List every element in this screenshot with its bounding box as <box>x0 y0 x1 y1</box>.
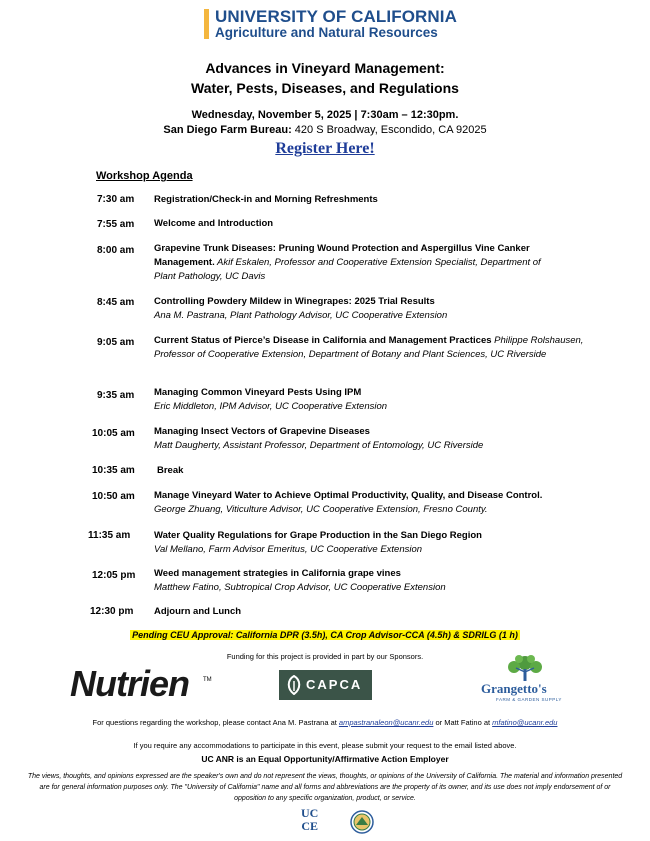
grangetto-logo-text: Grangetto's <box>481 681 547 696</box>
ucce-logo <box>301 807 318 833</box>
grangetto-logo-subtitle: FARM & GARDEN SUPPLY <box>496 697 562 702</box>
agenda-item-speaker: Philippe Rolshausen, Professor of Cooperative Extension, Department of Botany and Plant Sciences, UC Riverside <box>154 335 584 360</box>
agenda-item <box>154 386 614 414</box>
venue-label: San Diego Farm Bureau: <box>163 124 292 136</box>
uc-logo-subtitle: Agriculture and Natural Resources <box>215 25 438 40</box>
agenda-item-title: Break <box>157 465 184 476</box>
agenda-item-speaker: Val Mellano, Farm Advisor Emeritus, UC Cooperative Extension <box>154 544 423 555</box>
agenda-time: 8:45 am <box>97 297 135 308</box>
capca-logo-text: CAPCA <box>306 677 363 692</box>
eeo-statement: UC ANR is an Equal Opportunity/Affirmative Action Employer <box>201 754 449 764</box>
agenda-item <box>154 295 614 323</box>
agenda-item <box>154 242 554 284</box>
agenda-item-title: Controlling Powdery Mildew in Winegrapes: 2025 Trial Results <box>154 296 435 307</box>
disclaimer: The views, thoughts, and opinions expressed are the speaker's own and do not represent the views, thoughts, or opinions of the University of California. The material and information presented are for general information purposes only. The "University of California" name and all forms and abbreviations are the property of its owner, and its use does not imply endorsement of or opposition to any specific organization, product, or service. <box>27 773 623 802</box>
agenda-item-title: Grapevine Trunk Diseases: Pruning Wound Protection and Aspergillus Vine Canker Management. <box>154 243 530 268</box>
accommodation-note: If you require any accommodations to participate in this event, please submit your request to the email listed above. <box>133 741 517 750</box>
agenda-item <box>154 334 606 362</box>
agenda-heading: Workshop Agenda <box>96 170 193 182</box>
register-link[interactable]: Register Here! <box>275 140 375 157</box>
agenda-time: 10:05 am <box>92 428 135 439</box>
agenda-item-speaker: Matt Daugherty, Assistant Professor, Department of Entomology, UC Riverside <box>154 440 484 451</box>
grangetto-tree-icon <box>500 654 550 684</box>
agenda-time: 12:30 pm <box>90 606 134 617</box>
agenda-time: 9:05 am <box>97 337 135 348</box>
contact-line <box>0 718 650 727</box>
contact-middle: or Matt Fatino at <box>433 718 493 727</box>
agenda-item-title: Water Quality Regulations for Grape Production in the San Diego Region <box>154 530 482 541</box>
county-seal-icon <box>348 810 376 834</box>
agenda-item <box>154 193 614 207</box>
agenda-item <box>157 464 617 478</box>
capca-logo <box>279 670 372 700</box>
agenda-item <box>154 489 614 517</box>
agenda-time: 8:00 am <box>97 245 135 256</box>
agenda-time: 7:55 am <box>97 219 135 230</box>
agenda-item-title: Weed management strategies in California grape vines <box>154 568 401 579</box>
uc-logo-name: UNIVERSITY OF CALIFORNIA <box>215 7 457 26</box>
agenda-time: 10:50 am <box>92 491 135 502</box>
agenda-item-title: Registration/Check-in and Morning Refreshments <box>154 194 378 205</box>
event-venue <box>0 124 650 136</box>
ceu-text: Pending CEU Approval: California DPR (3.5h), CA Crop Advisor-CCA (4.5h) & SDRILG (1 h) <box>132 630 518 640</box>
agenda-time: 10:35 am <box>92 465 135 476</box>
agenda-item-title: Managing Insect Vectors of Grapevine Diseases <box>154 426 370 437</box>
nutrien-trademark: TM <box>203 677 212 683</box>
agenda-item <box>154 529 614 557</box>
agenda-time: 11:35 am <box>88 530 131 541</box>
ucce-logo-line1: UC <box>301 806 319 820</box>
agenda-item-title: Current Status of Pierce’s Disease in California and Management Practices <box>154 335 492 346</box>
venue-address: 420 S Broadway, Escondido, CA 92025 <box>291 124 487 136</box>
agenda-item-title: Adjourn and Lunch <box>154 606 242 617</box>
agenda-item-title: Managing Common Vineyard Pests Using IPM <box>154 387 362 398</box>
funding-note: Funding for this project is provided in part by our Sponsors. <box>226 652 424 661</box>
ceu-notice <box>0 630 650 640</box>
agenda-item-speaker: Akif Eskalen, Professor and Cooperative Extension Specialist, Department of Plant Pathology, UC Davis <box>154 257 541 282</box>
event-title-line1: Advances in Vineyard Management: <box>205 60 445 76</box>
email-link-pastrana[interactable]: ampastranaleon@ucanr.edu <box>338 718 434 727</box>
agenda-time: 9:35 am <box>97 390 135 401</box>
agenda-time: 7:30 am <box>97 194 135 205</box>
agenda-item-title: Welcome and Introduction <box>154 218 274 229</box>
agenda-item-speaker: Eric Middleton, IPM Advisor, UC Cooperative Extension <box>154 401 388 412</box>
contact-prefix: For questions regarding the workshop, please contact Ana M. Pastrana at <box>92 718 339 727</box>
event-date: Wednesday, November 5, 2025 | 7:30am – 12:30pm. <box>191 109 459 121</box>
agenda-item <box>154 605 614 619</box>
uc-logo-bar <box>204 9 209 39</box>
agenda-item-title: Manage Vineyard Water to Achieve Optimal Productivity, Quality, and Disease Control. <box>154 490 543 501</box>
agenda-item <box>154 217 614 231</box>
event-title-line2: Water, Pests, Diseases, and Regulations <box>191 80 459 96</box>
agenda-item-speaker: Matthew Fatino, Subtropical Crop Advisor, UC Cooperative Extension <box>154 582 446 593</box>
agenda-item-speaker: Ana M. Pastrana, Plant Pathology Advisor, UC Cooperative Extension <box>154 310 448 321</box>
nutrien-logo: Nutrien <box>70 663 189 704</box>
capca-leaf-icon <box>285 675 303 695</box>
agenda-item <box>154 567 614 595</box>
agenda-time: 12:05 pm <box>92 570 136 581</box>
ucce-logo-line2: CE <box>301 819 318 833</box>
agenda-item <box>154 425 614 453</box>
email-link-fatino[interactable]: mfatino@ucanr.edu <box>492 718 558 727</box>
agenda-item-speaker: George Zhuang, Viticulture Advisor, UC Cooperative Extension, Fresno County. <box>154 504 488 515</box>
